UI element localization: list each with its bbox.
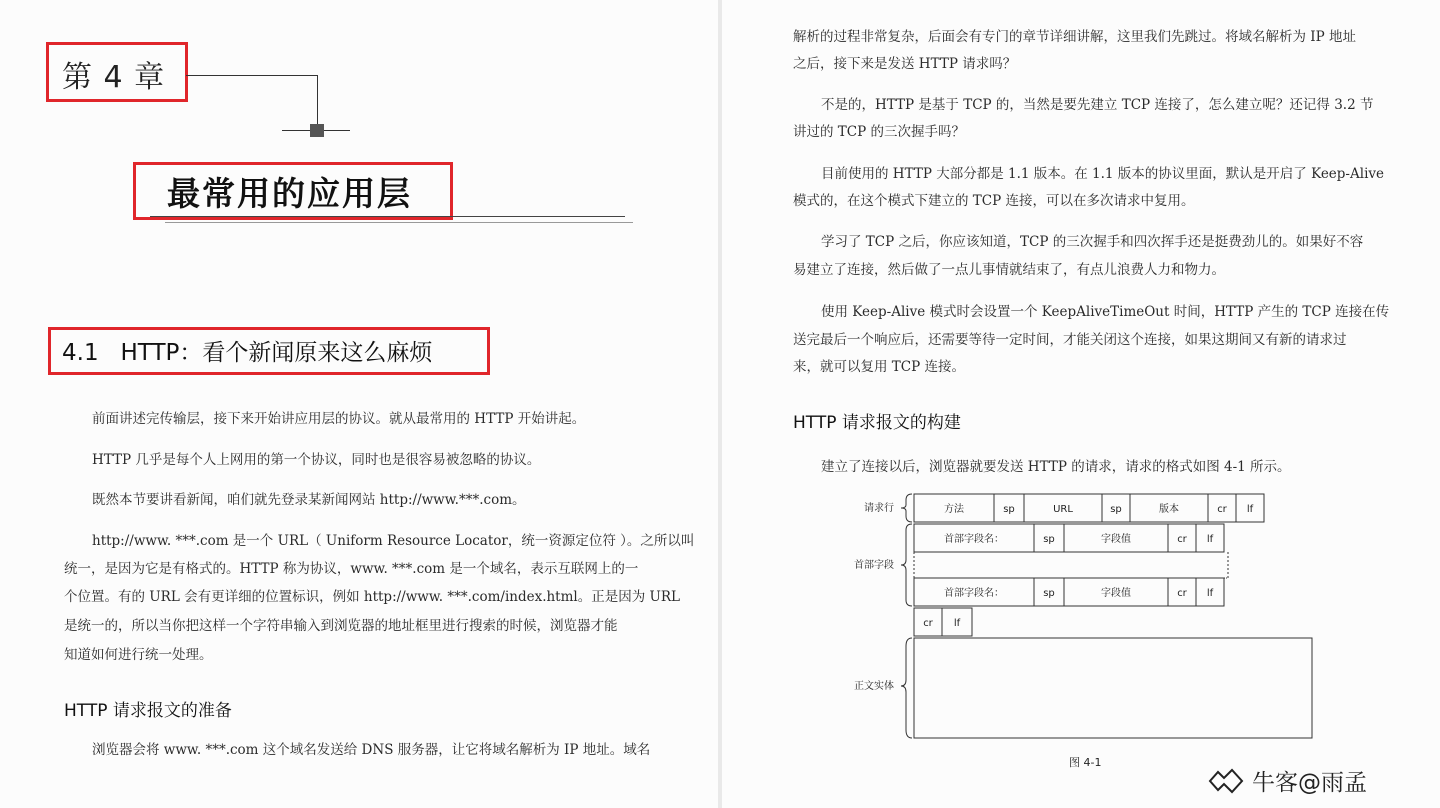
section-title: 4.1 HTTP：看个新闻原来这么麻烦: [62, 340, 433, 366]
header-name-1: 首部字段名：: [944, 534, 1004, 545]
blank-cr: cr: [923, 618, 933, 629]
header-lf-1: lf: [1206, 534, 1214, 545]
brace-body: [901, 638, 912, 738]
blank-lf: lf: [953, 618, 961, 629]
header-cr-1: cr: [1177, 534, 1187, 545]
right-line-5: 目前使用的 HTTP 大部分都是 1.1 版本。在 1.1 版本的协议里面，默认是开启了 Keep-Alive: [821, 166, 1384, 182]
http-request-format-diagram: [842, 488, 1322, 750]
right-line-6: 模式的，在这个模式下建立的 TCP 连接，可以在多次请求中复用。: [793, 193, 1195, 209]
right-line-8: 易建立了连接，然后做了一点儿事情就结束了，有点儿浪费人力和物力。: [793, 262, 1225, 278]
subheading-request-build: HTTP 请求报文的构建: [793, 413, 961, 433]
cell-url: URL: [1053, 504, 1073, 515]
paragraph-4-line-4: 是统一的，所以当你把这样一个字符串输入到浏览器的地址框里进行搜索的时候，浏览器才能: [64, 618, 618, 634]
chapter-connector-square: [310, 124, 324, 137]
figure-caption: 图 4-1: [1069, 756, 1102, 769]
right-line-4: 讲过的 TCP 的三次握手吗？: [793, 124, 965, 140]
cell-sp-2: sp: [1110, 504, 1122, 515]
chapter-title-underline-2: [165, 222, 633, 223]
right-line-2: 之后，接下来是发送 HTTP 请求吗？: [793, 56, 1017, 72]
paragraph-3: 既然本节要讲看新闻，咱们就先登录某新闻网站 http://www.***.com。: [92, 492, 526, 508]
paragraph-last: 浏览器会将 www. ***.com 这个域名发送给 DNS 服务器，让它将域名解析为 IP 地址。域名: [92, 742, 651, 758]
label-request-line: 请求行: [864, 503, 894, 514]
right-line-10: 送完最后一个响应后，还需要等待一定时间，才能关闭这个连接，如果这期间又有新的请求过: [793, 332, 1347, 348]
paragraph-1: 前面讲述完传输层，接下来开始讲应用层的协议。就从最常用的 HTTP 开始讲起。: [92, 411, 586, 427]
chapter-label: 第 4 章: [62, 60, 166, 95]
paragraph-4-line-3: 个位置。有的 URL 会有更详细的位置标识，例如 http://www. ***.com/index.html。正是因为 URL: [64, 589, 681, 605]
header-value-2: 字段值: [1101, 588, 1131, 599]
paragraph-4-line-2: 统一，是因为它是有格式的。HTTP 称为协议，www. ***.com 是一个域名，表示互联网上的一: [64, 561, 639, 577]
label-header-fields: 首部字段: [854, 560, 894, 571]
right-page: [722, 0, 1440, 808]
header-value-1: 字段值: [1101, 534, 1131, 545]
left-page: [0, 0, 718, 808]
chapter-title-underline: [150, 216, 625, 217]
chapter-connector-vertical: [317, 75, 318, 125]
nowcoder-logo-icon: [1206, 766, 1246, 796]
header-sp-1: sp: [1043, 534, 1055, 545]
subheading-request-prep: HTTP 请求报文的准备: [64, 701, 232, 721]
right-line-9: 使用 Keep-Alive 模式时会设置一个 KeepAliveTimeOut 时间，HTTP 产生的 TCP 连接在传: [821, 304, 1390, 320]
chapter-title: 最常用的应用层: [167, 174, 412, 213]
header-cr-2: cr: [1177, 588, 1187, 599]
body-box: [914, 638, 1312, 738]
diagram-intro: 建立了连接以后，浏览器就要发送 HTTP 的请求，请求的格式如图 4-1 所示。: [821, 459, 1291, 475]
cell-sp-1: sp: [1003, 504, 1015, 515]
chapter-connector-horizontal: [186, 75, 318, 76]
paragraph-2: HTTP 几乎是每个人上网用的第一个协议，同时也是很容易被忽略的协议。: [92, 452, 541, 468]
right-line-11: 来，就可以复用 TCP 连接。: [793, 359, 965, 375]
right-line-3: 不是的，HTTP 是基于 TCP 的，当然是要先建立 TCP 连接了，怎么建立呢？还记得 3.2 节: [821, 97, 1374, 113]
header-lf-2: lf: [1206, 588, 1214, 599]
cell-cr-1: cr: [1217, 504, 1227, 515]
header-sp-2: sp: [1043, 588, 1055, 599]
paragraph-4-line-5: 知道如何进行统一处理。: [64, 647, 213, 663]
right-line-7: 学习了 TCP 之后，你应该知道，TCP 的三次握手和四次挥手还是挺费劲儿的。如果好不容: [821, 234, 1364, 250]
cell-method: 方法: [944, 504, 964, 515]
brace-header-fields: [901, 524, 912, 606]
right-line-1: 解析的过程非常复杂，后面会有专门的章节详细讲解，这里我们先跳过。将域名解析为 IP 地址: [793, 29, 1356, 45]
cell-version: 版本: [1159, 504, 1179, 515]
watermark-text: 牛客@雨孟: [1252, 770, 1367, 796]
header-name-2: 首部字段名：: [944, 588, 1004, 599]
paragraph-4-line-1: http://www. ***.com 是一个 URL（ Uniform Resource Locator，统一资源定位符 ）。之所以叫: [92, 533, 695, 549]
watermark: [1206, 764, 1367, 797]
brace-request-line: [901, 494, 912, 522]
cell-lf-1: lf: [1246, 504, 1254, 515]
label-body: 正文实体: [854, 681, 894, 692]
